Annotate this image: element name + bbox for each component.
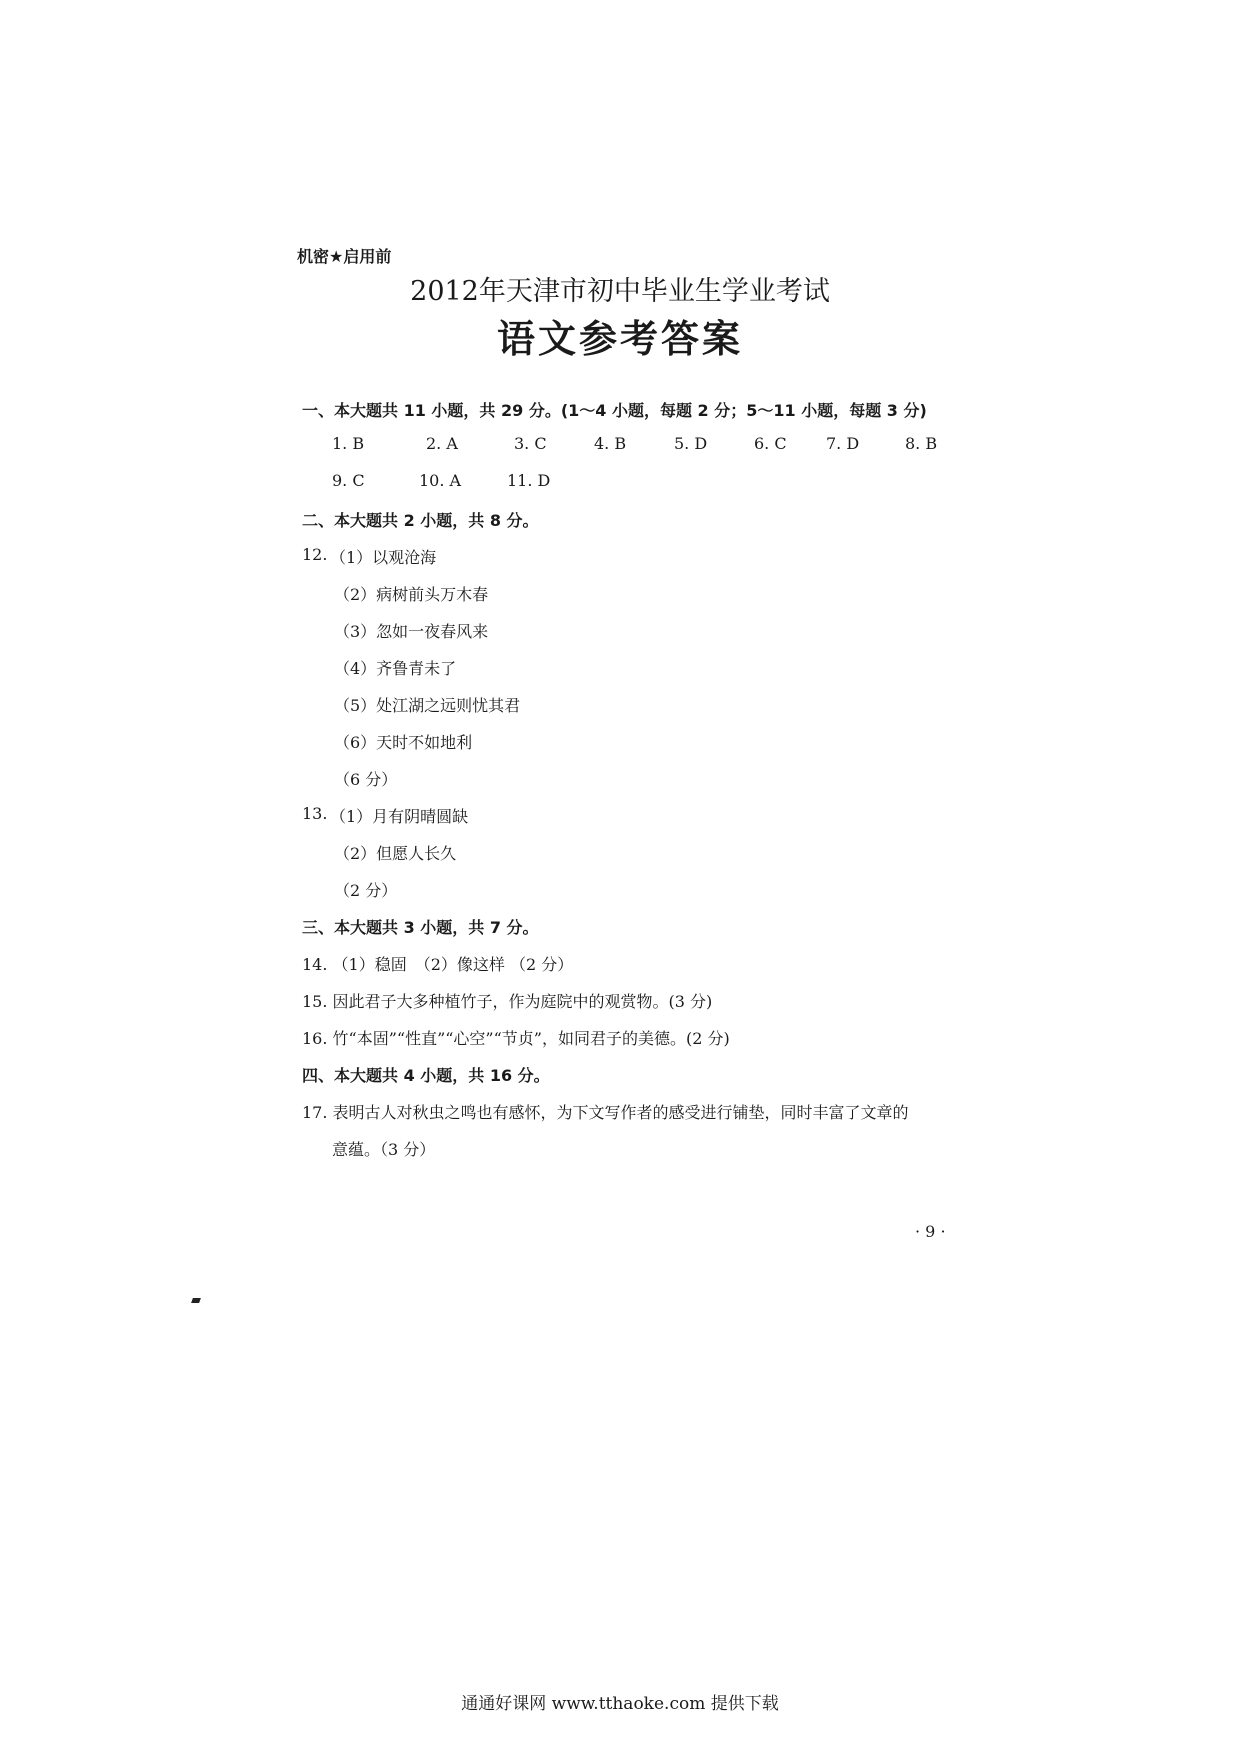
answer-1: 1. B <box>332 434 365 453</box>
page-number: · 9 · <box>915 1222 946 1241</box>
section-3-heading: 三、本大题共 3 小题，共 7 分。 <box>302 918 539 937</box>
footer-download-note: 通通好课网 www.tthaoke.com 提供下载 <box>461 1694 779 1714</box>
exam-title: 2012年天津市初中毕业生学业考试 <box>410 276 830 307</box>
answer-4: 4. B <box>594 434 627 453</box>
question-12-item-2: （2）病树前头万木春 <box>334 585 489 604</box>
question-12-score: （6 分） <box>334 770 398 789</box>
question-13-number: 13. <box>302 804 328 823</box>
question-12-item-3: （3）忽如一夜春风来 <box>334 622 489 641</box>
document-subtitle: 语文参考答案 <box>496 317 743 361</box>
answer-6: 6. C <box>754 434 787 453</box>
answer-8: 8. B <box>905 434 938 453</box>
question-17-line-2: 意蕴。（3 分） <box>332 1140 436 1159</box>
question-12-number: 12. <box>302 545 328 564</box>
answer-5: 5. D <box>674 434 708 453</box>
scan-artifact-mark <box>191 1298 201 1303</box>
question-12-item-6: （6）天时不如地利 <box>334 733 473 752</box>
question-17-line-1: 17. 表明古人对秋虫之鸣也有感怀，为下文写作者的感受进行铺垫，同时丰富了文章的 <box>302 1103 909 1122</box>
confidential-label: 机密★启用前 <box>297 247 392 266</box>
section-2-heading: 二、本大题共 2 小题，共 8 分。 <box>302 511 539 530</box>
answer-7: 7. D <box>826 434 860 453</box>
question-14: 14. （1）稳固 （2）像这样 （2 分） <box>302 955 574 974</box>
answer-10: 10. A <box>419 471 462 490</box>
question-13-item-2: （2）但愿人长久 <box>334 844 457 863</box>
question-12-item-4: （4）齐鲁青未了 <box>334 659 457 678</box>
question-16: 16. 竹“本固”“性直”“心空”“节贞”，如同君子的美德。(2 分) <box>302 1029 730 1048</box>
question-12-item-5: （5）处江湖之远则忧其君 <box>334 696 521 715</box>
question-13-item-1: （1）月有阴晴圆缺 <box>330 807 469 826</box>
question-15: 15. 因此君子大多种植竹子，作为庭院中的观赏物。(3 分) <box>302 992 713 1011</box>
answer-2: 2. A <box>426 434 458 453</box>
answer-3: 3. C <box>514 434 547 453</box>
answer-9: 9. C <box>332 471 365 490</box>
question-12-item-1: （1）以观沧海 <box>330 548 437 567</box>
section-4-heading: 四、本大题共 4 小题，共 16 分。 <box>302 1066 550 1085</box>
answer-11: 11. D <box>507 471 551 490</box>
question-13-score: （2 分） <box>334 881 398 900</box>
section-1-heading: 一、本大题共 11 小题，共 29 分。(1～4 小题，每题 2 分；5～11 小题，每题 3 分) <box>302 401 927 420</box>
